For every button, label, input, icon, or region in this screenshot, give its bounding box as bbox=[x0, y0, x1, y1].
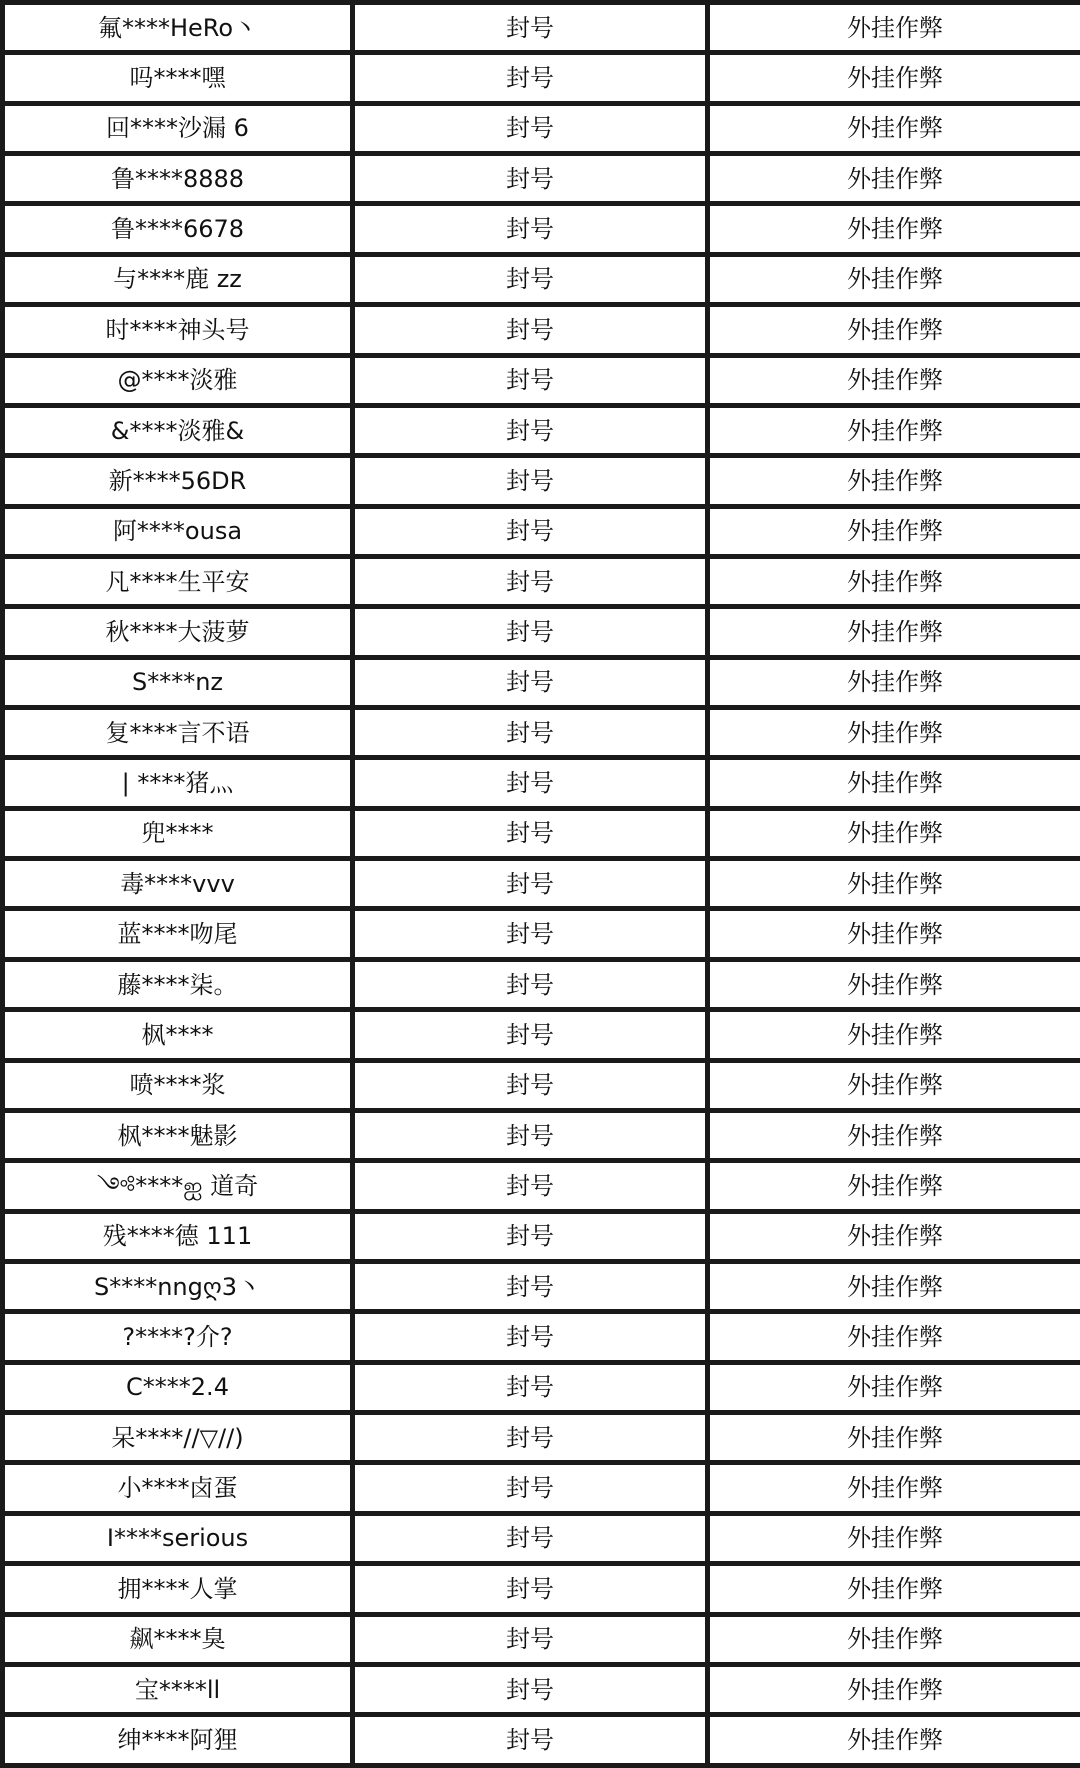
player-name-cell: 呆****//▽//) bbox=[3, 1413, 353, 1463]
table-row bbox=[3, 405, 1080, 455]
penalty-reason-cell: 外挂作弊 bbox=[708, 808, 1080, 858]
table-row bbox=[3, 556, 1080, 606]
penalty-reason-cell: 外挂作弊 bbox=[708, 556, 1080, 606]
penalty-reason-cell: 外挂作弊 bbox=[708, 607, 1080, 657]
penalty-action-cell: 封号 bbox=[353, 1614, 708, 1664]
penalty-reason-cell: 外挂作弊 bbox=[708, 1413, 1080, 1463]
penalty-action-cell: 封号 bbox=[353, 254, 708, 304]
player-name-cell: 喷****浆 bbox=[3, 1060, 353, 1110]
player-name-cell: 藤****柒。 bbox=[3, 959, 353, 1009]
penalty-reason-cell: 外挂作弊 bbox=[708, 708, 1080, 758]
penalty-action-cell: 封号 bbox=[353, 556, 708, 606]
penalty-reason-cell: 外挂作弊 bbox=[708, 1715, 1080, 1766]
player-name-cell: 毒****vvv bbox=[3, 859, 353, 909]
penalty-reason-cell: 外挂作弊 bbox=[708, 1261, 1080, 1311]
player-name-cell: ?****?介? bbox=[3, 1312, 353, 1362]
penalty-action-cell: 封号 bbox=[353, 1060, 708, 1110]
penalty-action-cell: 封号 bbox=[353, 1715, 708, 1766]
penalty-reason-cell: 外挂作弊 bbox=[708, 859, 1080, 909]
penalty-action-cell: 封号 bbox=[353, 1261, 708, 1311]
player-name-cell: 绅****阿狸 bbox=[3, 1715, 353, 1766]
penalty-reason-cell: 外挂作弊 bbox=[708, 758, 1080, 808]
player-name-cell: 兜**** bbox=[3, 808, 353, 858]
penalty-reason-cell: 外挂作弊 bbox=[708, 305, 1080, 355]
table-row bbox=[3, 1413, 1080, 1463]
penalty-reason-cell: 外挂作弊 bbox=[708, 53, 1080, 103]
penalty-action-cell: 封号 bbox=[353, 909, 708, 959]
table-row bbox=[3, 53, 1080, 103]
table-row bbox=[3, 1312, 1080, 1362]
player-name-cell: 秋****大菠萝 bbox=[3, 607, 353, 657]
penalty-reason-cell: 外挂作弊 bbox=[708, 1312, 1080, 1362]
penalty-reason-cell: 外挂作弊 bbox=[708, 1614, 1080, 1664]
penalty-action-cell: 封号 bbox=[353, 1211, 708, 1261]
penalty-action-cell: 封号 bbox=[353, 506, 708, 556]
table-row bbox=[3, 204, 1080, 254]
table-row bbox=[3, 808, 1080, 858]
table-row bbox=[3, 1513, 1080, 1563]
ban-list-body bbox=[3, 3, 1080, 1766]
player-name-cell: 枫****魅影 bbox=[3, 1110, 353, 1160]
table-row bbox=[3, 708, 1080, 758]
penalty-action-cell: 封号 bbox=[353, 456, 708, 506]
player-name-cell: 回****沙漏 6 bbox=[3, 103, 353, 153]
player-name-cell: 凡****生平安 bbox=[3, 556, 353, 606]
table-row bbox=[3, 3, 1080, 53]
player-name-cell: C****2.4 bbox=[3, 1362, 353, 1412]
player-name-cell: 飙****臭 bbox=[3, 1614, 353, 1664]
penalty-action-cell: 封号 bbox=[353, 1010, 708, 1060]
table-row bbox=[3, 1211, 1080, 1261]
penalty-action-cell: 封号 bbox=[353, 103, 708, 153]
penalty-reason-cell: 外挂作弊 bbox=[708, 657, 1080, 707]
penalty-reason-cell: 外挂作弊 bbox=[708, 154, 1080, 204]
player-name-cell: 残****德 111 bbox=[3, 1211, 353, 1261]
table-row bbox=[3, 1614, 1080, 1664]
penalty-reason-cell: 外挂作弊 bbox=[708, 506, 1080, 556]
penalty-reason-cell: 外挂作弊 bbox=[708, 456, 1080, 506]
penalty-action-cell: 封号 bbox=[353, 808, 708, 858]
penalty-action-cell: 封号 bbox=[353, 204, 708, 254]
penalty-action-cell: 封号 bbox=[353, 305, 708, 355]
penalty-reason-cell: 外挂作弊 bbox=[708, 959, 1080, 1009]
player-name-cell: 时****神头号 bbox=[3, 305, 353, 355]
penalty-action-cell: 封号 bbox=[353, 154, 708, 204]
penalty-action-cell: 封号 bbox=[353, 859, 708, 909]
penalty-action-cell: 封号 bbox=[353, 405, 708, 455]
penalty-reason-cell: 外挂作弊 bbox=[708, 204, 1080, 254]
penalty-reason-cell: 外挂作弊 bbox=[708, 405, 1080, 455]
penalty-reason-cell: 外挂作弊 bbox=[708, 355, 1080, 405]
table-row bbox=[3, 1664, 1080, 1714]
player-name-cell: 宝****ll bbox=[3, 1664, 353, 1714]
penalty-action-cell: 封号 bbox=[353, 1161, 708, 1211]
penalty-reason-cell: 外挂作弊 bbox=[708, 103, 1080, 153]
table-row bbox=[3, 1463, 1080, 1513]
penalty-reason-cell: 外挂作弊 bbox=[708, 909, 1080, 959]
penalty-reason-cell: 外挂作弊 bbox=[708, 1060, 1080, 1110]
penalty-reason-cell: 外挂作弊 bbox=[708, 1463, 1080, 1513]
player-name-cell: I****serious bbox=[3, 1513, 353, 1563]
player-name-cell: 氟****HeRo丶 bbox=[3, 3, 353, 53]
player-name-cell: 复****言不语 bbox=[3, 708, 353, 758]
penalty-reason-cell: 外挂作弊 bbox=[708, 1010, 1080, 1060]
player-name-cell: 拥****人掌 bbox=[3, 1564, 353, 1614]
player-name-cell: 鲁****6678 bbox=[3, 204, 353, 254]
player-name-cell: 阿****ousa bbox=[3, 506, 353, 556]
penalty-reason-cell: 外挂作弊 bbox=[708, 3, 1080, 53]
player-name-cell: 枫**** bbox=[3, 1010, 353, 1060]
player-name-cell: 小****卤蛋 bbox=[3, 1463, 353, 1513]
penalty-action-cell: 封号 bbox=[353, 1362, 708, 1412]
table-row bbox=[3, 909, 1080, 959]
penalty-action-cell: 封号 bbox=[353, 959, 708, 1009]
table-row bbox=[3, 254, 1080, 304]
table-row bbox=[3, 1110, 1080, 1160]
table-row bbox=[3, 154, 1080, 204]
penalty-action-cell: 封号 bbox=[353, 1413, 708, 1463]
player-name-cell: 吗****嘿 bbox=[3, 53, 353, 103]
table-row bbox=[3, 305, 1080, 355]
table-row bbox=[3, 355, 1080, 405]
penalty-action-cell: 封号 bbox=[353, 607, 708, 657]
player-name-cell: 蓝****吻尾 bbox=[3, 909, 353, 959]
table-row bbox=[3, 1161, 1080, 1211]
table-row bbox=[3, 1715, 1080, 1766]
penalty-action-cell: 封号 bbox=[353, 355, 708, 405]
table-row bbox=[3, 1010, 1080, 1060]
penalty-action-cell: 封号 bbox=[353, 1312, 708, 1362]
penalty-action-cell: 封号 bbox=[353, 758, 708, 808]
table-row bbox=[3, 456, 1080, 506]
table-row bbox=[3, 506, 1080, 556]
table-row bbox=[3, 758, 1080, 808]
player-name-cell: | ****猪灬 bbox=[3, 758, 353, 808]
player-name-cell: S****nz bbox=[3, 657, 353, 707]
penalty-action-cell: 封号 bbox=[353, 1463, 708, 1513]
penalty-reason-cell: 外挂作弊 bbox=[708, 1161, 1080, 1211]
table-row bbox=[3, 657, 1080, 707]
player-name-cell: S****nngღ3丶 bbox=[3, 1261, 353, 1311]
penalty-action-cell: 封号 bbox=[353, 1513, 708, 1563]
table-row bbox=[3, 1261, 1080, 1311]
penalty-action-cell: 封号 bbox=[353, 657, 708, 707]
player-name-cell: 鲁****8888 bbox=[3, 154, 353, 204]
penalty-reason-cell: 外挂作弊 bbox=[708, 1110, 1080, 1160]
penalty-reason-cell: 外挂作弊 bbox=[708, 1664, 1080, 1714]
penalty-action-cell: 封号 bbox=[353, 1564, 708, 1614]
penalty-reason-cell: 外挂作弊 bbox=[708, 254, 1080, 304]
table-row bbox=[3, 1564, 1080, 1614]
table-row bbox=[3, 607, 1080, 657]
table-row bbox=[3, 103, 1080, 153]
penalty-action-cell: 封号 bbox=[353, 53, 708, 103]
player-name-cell: 与****鹿 zz bbox=[3, 254, 353, 304]
table-row bbox=[3, 1362, 1080, 1412]
penalty-action-cell: 封号 bbox=[353, 1664, 708, 1714]
penalty-reason-cell: 外挂作弊 bbox=[708, 1211, 1080, 1261]
player-name-cell: ༺****ஐ 道奇 bbox=[3, 1161, 353, 1211]
player-name-cell: @****淡雅 bbox=[3, 355, 353, 405]
table-row bbox=[3, 959, 1080, 1009]
table-row bbox=[3, 1060, 1080, 1110]
penalty-action-cell: 封号 bbox=[353, 3, 708, 53]
penalty-action-cell: 封号 bbox=[353, 708, 708, 758]
penalty-reason-cell: 外挂作弊 bbox=[708, 1513, 1080, 1563]
penalty-action-cell: 封号 bbox=[353, 1110, 708, 1160]
player-name-cell: &****淡雅& bbox=[3, 405, 353, 455]
player-name-cell: 新****56DR bbox=[3, 456, 353, 506]
penalty-reason-cell: 外挂作弊 bbox=[708, 1564, 1080, 1614]
penalty-reason-cell: 外挂作弊 bbox=[708, 1362, 1080, 1412]
table-row bbox=[3, 859, 1080, 909]
